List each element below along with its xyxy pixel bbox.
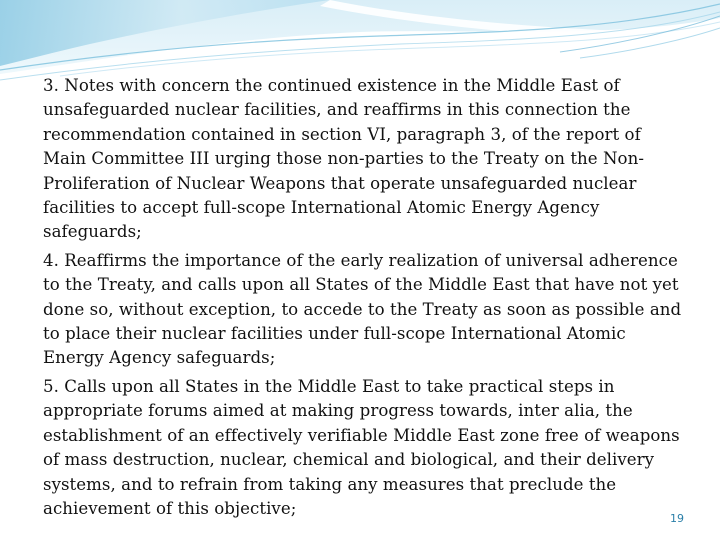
paragraph-4: 4. Reaffirms the importance of the early realization of universal adherence to the Treaty, and calls upon all States of the Middle East that have not yet done so, without exception, to accede to the Treaty as soon as possible and to place their nuclear facilities under full-scope International Atomic Energy Agency safeguards; xyxy=(43,250,682,368)
paragraph-3: 3. Notes with concern the continued existence in the Middle East of unsafeguarded nuclear facilities, and reaffirms in this connection the recommendation contained in section VI, paragraph 3, of the report of Main Committee III urging those non-parties to the Treaty on the Non-Proliferation of Nuclear Weapons that operate unsafeguarded nuclear facilities to accept full-scope International Atomic Energy Agency safeguards; xyxy=(43,76,644,242)
paragraph-5: 5. Calls upon all States in the Middle East to take practical steps in appropriate forums aimed at making progress towards, inter alia, the establishment of an effectively verifiable Middle East zone free of weapons of mass destruction, nuclear, chemical and biological, and their delivery systems, and to refrain from taking any measures that preclude the achievement of this objective; xyxy=(43,376,680,518)
slide-body-text xyxy=(43,74,683,525)
page-number: 19 xyxy=(670,512,684,525)
